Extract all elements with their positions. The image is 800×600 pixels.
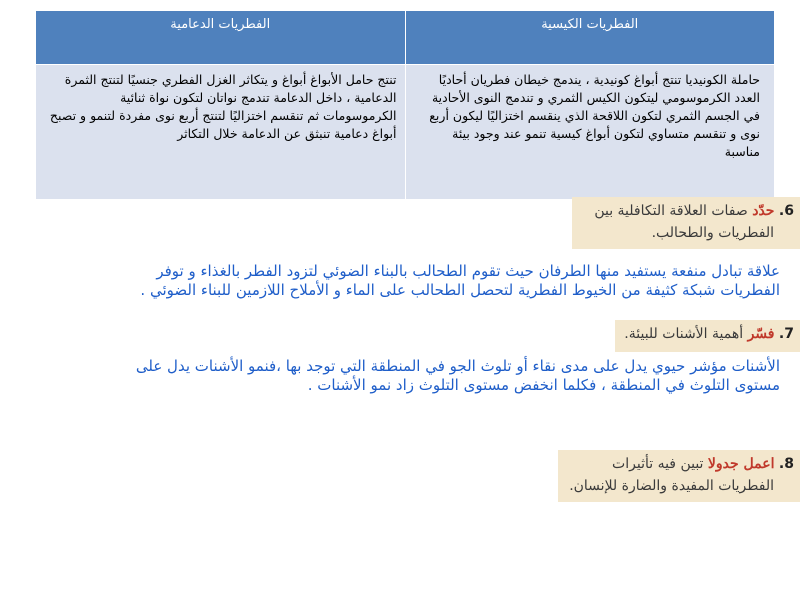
table-cell-ascomycota: حاملة الكونيديا تنتج أبواغ كونيدية ، يندمج خيطان فطريان أحاديًا العدد الكرموسومي ليتكون الكيس الثمري و تندمج النوى الأحادية في الجسم الثمري لتكون اللاقحة الذي ينقسم اختزاليًا ليكون أربع نوى و تنقسم متساوي لتكون أبواغ كيسية تنمو عند وجود بيئة مناسبة <box>405 65 775 200</box>
question-6-verb: حدّد <box>752 203 775 219</box>
answer-7-line1: الأشنات مؤشر حيوي يدل على مدى نقاء أو تلوث الجو في المنطقة التي توجد بها ،فنمو الأشنات يدل على <box>135 357 780 375</box>
question-6-image <box>572 197 800 249</box>
question-8-line2: الفطريات المفيدة والضارة للإنسان. <box>569 478 774 494</box>
question-8-verb: اعمل جدولا <box>707 456 775 472</box>
question-8-line1: تبين فيه تأثيرات <box>612 456 704 472</box>
table-cell-basidiomycota: تنتج حامل الأبواغ أبواغ و يتكاثر الغزل الفطري جنسيًا لتنتج الثمرة الدعامية ، داخل الدعامة تندمج نواتان لتكون نواة ثنائية الكرموسومات ثم تنقسم اختزاليًا لتنتج أربع نوى مفردة لتنمو و تصبح أبواغ دعامية تنبثق عن الدعامة خلال التكاثر <box>36 65 406 200</box>
answer-6-line1: علاقة تبادل منفعة يستفيد منها الطرفان حيث تقوم الطحالب بالبناء الضوئي لتزود الفطر بالغذاء و توفر <box>156 262 780 280</box>
question-6-line2: الفطريات والطحالب. <box>651 225 774 241</box>
answer-6 <box>20 262 780 300</box>
question-6-line1: صفات العلاقة التكافلية بين <box>594 203 748 219</box>
question-6-number: 6. <box>778 203 794 219</box>
question-7-verb: فسّر <box>747 326 775 342</box>
question-7-image <box>615 320 800 352</box>
table-header-ascomycota: الفطريات الكيسية <box>405 11 775 65</box>
question-8-number: 8. <box>778 456 794 472</box>
question-8-image <box>558 450 800 502</box>
question-7-number: 7. <box>778 326 794 342</box>
answer-7-line2: مستوى التلوث في المنطقة ، فكلما انخفض مستوى التلوث زاد نمو الأشنات . <box>307 376 780 394</box>
table-header-basidiomycota: الفطريات الدعامية <box>36 11 406 65</box>
fungi-comparison-table <box>35 10 775 200</box>
answer-6-line2: الفطريات شبكة كثيفة من الخيوط الفطرية لتحصل الطحالب على الماء و الأملاح اللازمين للبناء الضوئي . <box>140 281 780 299</box>
question-7-line1: أهمية الأشنات للبيئة. <box>624 326 744 342</box>
answer-7 <box>20 357 780 395</box>
